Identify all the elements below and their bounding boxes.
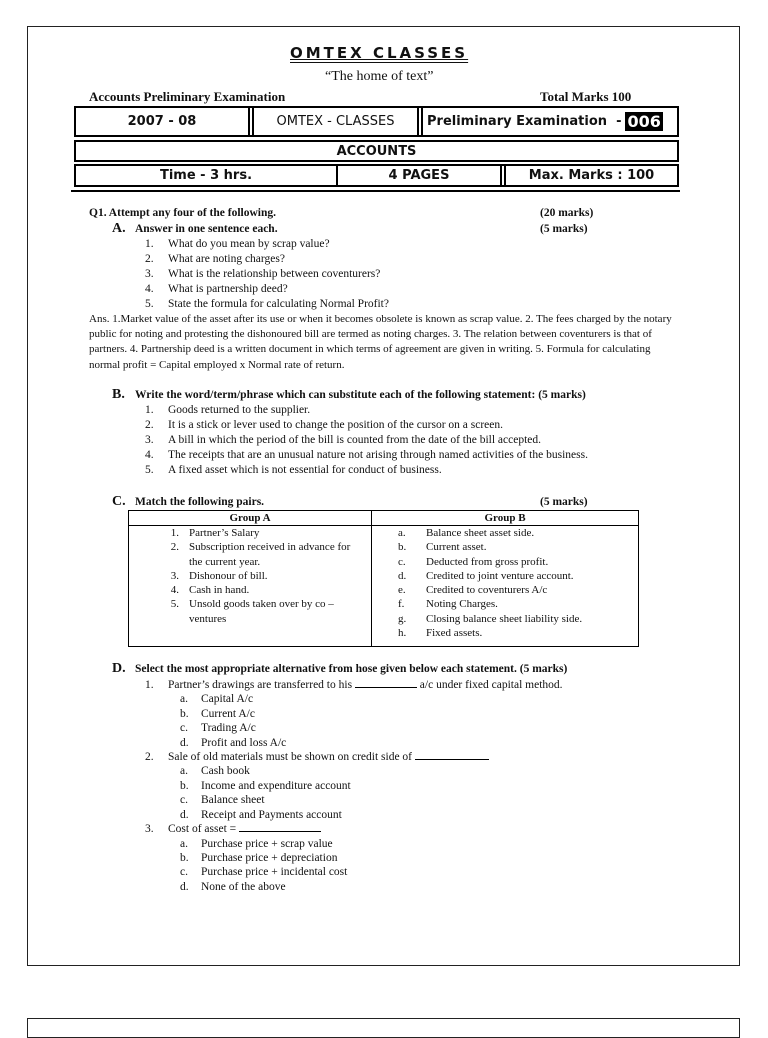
header-row-3	[74, 164, 679, 187]
list-item-number: 2.	[145, 253, 154, 265]
list-item	[129, 583, 371, 597]
paper-code: 006	[627, 112, 661, 131]
group-b-header: Group B	[372, 511, 639, 526]
header-rule	[71, 190, 680, 192]
q1-title: Q1. Attempt any four of the following.	[89, 207, 276, 219]
list-item-number: 5.	[145, 298, 154, 310]
list-item	[372, 569, 638, 583]
option-text: Cash book	[201, 765, 250, 777]
item-text: Subscription received in advance for the current year.	[189, 541, 351, 568]
tagline: “The home of text”	[325, 69, 434, 84]
list-item-number: 2.	[145, 419, 154, 431]
max-marks: Max. Marks : 100	[528, 168, 655, 183]
section-a-letter: A.	[112, 221, 126, 236]
list-item-number: 4.	[145, 449, 154, 461]
section-c-letter: C.	[112, 494, 126, 509]
section-b-letter: B.	[112, 387, 125, 402]
institute-cell	[254, 108, 417, 135]
item-text: Credited to coventurers A/c	[426, 584, 548, 597]
option-letter: d.	[180, 881, 189, 893]
q1-marks: (20 marks)	[540, 207, 594, 219]
answer-blank	[355, 687, 417, 688]
year: 2007 - 08	[127, 114, 197, 129]
option-letter: c.	[180, 722, 188, 734]
option-text: None of the above	[201, 881, 286, 893]
item-text: Cash in hand.	[189, 584, 250, 597]
section-d-letter: D.	[112, 661, 126, 676]
question-text-start: Sale of old materials must be shown on credit side of	[168, 751, 415, 763]
option-text: Balance sheet	[201, 794, 265, 806]
item-letter: a.	[398, 527, 406, 539]
option-text: Capital A/c	[201, 693, 254, 705]
option-text: Receipt and Payments account	[201, 809, 342, 821]
section-a-marks: (5 marks)	[540, 223, 588, 235]
option-letter: b.	[180, 780, 189, 792]
answer-blank	[415, 759, 489, 760]
list-item: State the formula for calculating Normal Profit?	[168, 298, 389, 310]
exam-title: Accounts Preliminary Examination	[89, 89, 286, 104]
header-row-1	[74, 106, 679, 137]
group-a-header: Group A	[129, 511, 372, 526]
item-letter: f.	[398, 598, 405, 611]
list-item	[129, 540, 371, 569]
item-number: 3.	[170, 569, 179, 582]
option-letter: d.	[180, 809, 189, 821]
item-number: 2.	[170, 541, 179, 554]
item-text: Dishonour of bill.	[189, 569, 268, 582]
option-text: Trading A/c	[201, 722, 256, 734]
next-page-edge	[27, 1018, 740, 1038]
match-table	[128, 510, 639, 647]
list-item-number: 1.	[145, 404, 154, 416]
list-item	[372, 612, 638, 626]
option-text: Profit and loss A/c	[201, 737, 287, 749]
question-number: 1.	[145, 679, 154, 691]
pages: 4 PAGES	[388, 168, 450, 183]
list-item-number: 3.	[145, 434, 154, 446]
item-number: 1.	[170, 527, 179, 539]
divider	[500, 166, 502, 185]
list-item-number: 1.	[145, 238, 154, 250]
list-item: It is a stick or lever used to change the position of the cursor on a screen.	[168, 419, 503, 431]
list-item	[372, 540, 638, 554]
item-text: Closing balance sheet liability side.	[426, 612, 583, 625]
option-letter: b.	[180, 708, 189, 720]
item-text: Current asset.	[426, 541, 487, 554]
question-text-start: Partner’s drawings are transferred to his	[168, 679, 355, 691]
option-letter: b.	[180, 852, 189, 864]
answer-blank	[239, 831, 321, 832]
section-b-title: Write the word/term/phrase which can substitute each of the following statement: (5 marks)	[135, 389, 586, 401]
item-letter: e.	[398, 584, 406, 597]
answer-paragraph: Ans. 1.Market value of the asset after its use or when it becomes obsolete is known as scrap value. 2. The fees charged by the notary public for noting and protesting the dishonoured bill are termed as noting charges. 3. The relation between coventurers is that of partners. 4. Partnership deed is a written document in which terms of agreement are given in writing. 5. Formula for calculating normal profit = Capital employed x Normal rate of return.	[89, 313, 672, 371]
section-a-title: Answer in one sentence each.	[135, 223, 278, 235]
item-text: Fixed assets.	[426, 627, 483, 640]
total-marks: Total Marks 100	[540, 89, 632, 104]
option-letter: d.	[180, 737, 189, 749]
item-text: Unsold goods taken over by co – ventures	[189, 598, 334, 625]
option-text: Purchase price + scrap value	[201, 838, 333, 850]
list-item: What is partnership deed?	[168, 283, 288, 295]
list-item	[372, 526, 638, 540]
group-b-cell	[372, 526, 639, 647]
item-letter: c.	[398, 555, 406, 568]
list-item: The receipts that are an unusual nature not arising through named activities of the business.	[168, 449, 588, 461]
question-text-end: a/c under fixed capital method.	[416, 679, 563, 691]
option-text: Current A/c	[201, 708, 255, 720]
list-item: A fixed asset which is not essential for conduct of business.	[168, 464, 442, 476]
option-text: Purchase price + depreciation	[201, 852, 338, 864]
option-letter: a.	[180, 838, 188, 850]
item-number: 4.	[170, 584, 179, 597]
item-letter: b.	[398, 541, 407, 554]
option-text: Income and expenditure account	[201, 780, 351, 792]
list-item	[372, 626, 638, 640]
group-a-cell	[129, 526, 372, 647]
subject-row	[74, 140, 679, 162]
time: Time - 3 hrs.	[159, 168, 253, 183]
option-letter: c.	[180, 794, 188, 806]
list-item: A bill in which the period of the bill is counted from the date of the bill accepted.	[168, 434, 542, 446]
item-number: 5.	[170, 598, 179, 611]
brand-title: OMTEX CLASSES	[290, 44, 469, 62]
question-text-start: Cost of asset =	[168, 823, 240, 835]
option-text: Purchase price + incidental cost	[201, 866, 348, 878]
item-text: Credited to joint venture account.	[426, 569, 574, 582]
question-number: 2.	[145, 751, 154, 763]
list-item-number: 4.	[145, 283, 154, 295]
paper-cell	[423, 108, 681, 135]
list-item-number: 3.	[145, 268, 154, 280]
list-item-number: 5.	[145, 464, 154, 476]
option-letter: a.	[180, 765, 188, 777]
section-d-title: Select the most appropriate alternative from hose given below each statement. (5 marks)	[135, 663, 568, 675]
item-letter: d.	[398, 569, 407, 582]
item-text: Balance sheet asset side.	[426, 527, 535, 539]
list-item	[129, 526, 371, 540]
item-text: Partner’s Salary	[189, 527, 260, 539]
divider	[248, 108, 250, 135]
item-text: Deducted from gross profit.	[426, 555, 549, 568]
paper-label: Preliminary Examination -	[427, 114, 622, 129]
section-c-marks: (5 marks)	[540, 496, 588, 508]
institute: OMTEX - CLASSES	[276, 114, 395, 129]
list-item: Goods returned to the supplier.	[168, 404, 311, 416]
item-text: Noting Charges.	[426, 598, 498, 611]
option-letter: a.	[180, 693, 188, 705]
list-item: What are noting charges?	[168, 253, 285, 265]
list-item: What is the relationship between coventurers?	[168, 268, 381, 280]
question-text	[168, 679, 563, 691]
option-letter: c.	[180, 866, 188, 878]
list-item	[129, 597, 371, 626]
divider	[417, 108, 419, 135]
list-item: What do you mean by scrap value?	[168, 238, 330, 250]
list-item	[129, 569, 371, 583]
question-text	[168, 751, 489, 763]
list-item	[372, 597, 638, 611]
year-cell	[76, 108, 248, 135]
question-text	[168, 823, 321, 835]
section-c-title: Match the following pairs.	[135, 496, 265, 508]
item-letter: h.	[398, 627, 407, 640]
list-item	[372, 555, 638, 569]
subject: ACCOUNTS	[336, 143, 417, 159]
list-item	[372, 583, 638, 597]
question-number: 3.	[145, 823, 154, 835]
item-letter: g.	[398, 612, 407, 625]
